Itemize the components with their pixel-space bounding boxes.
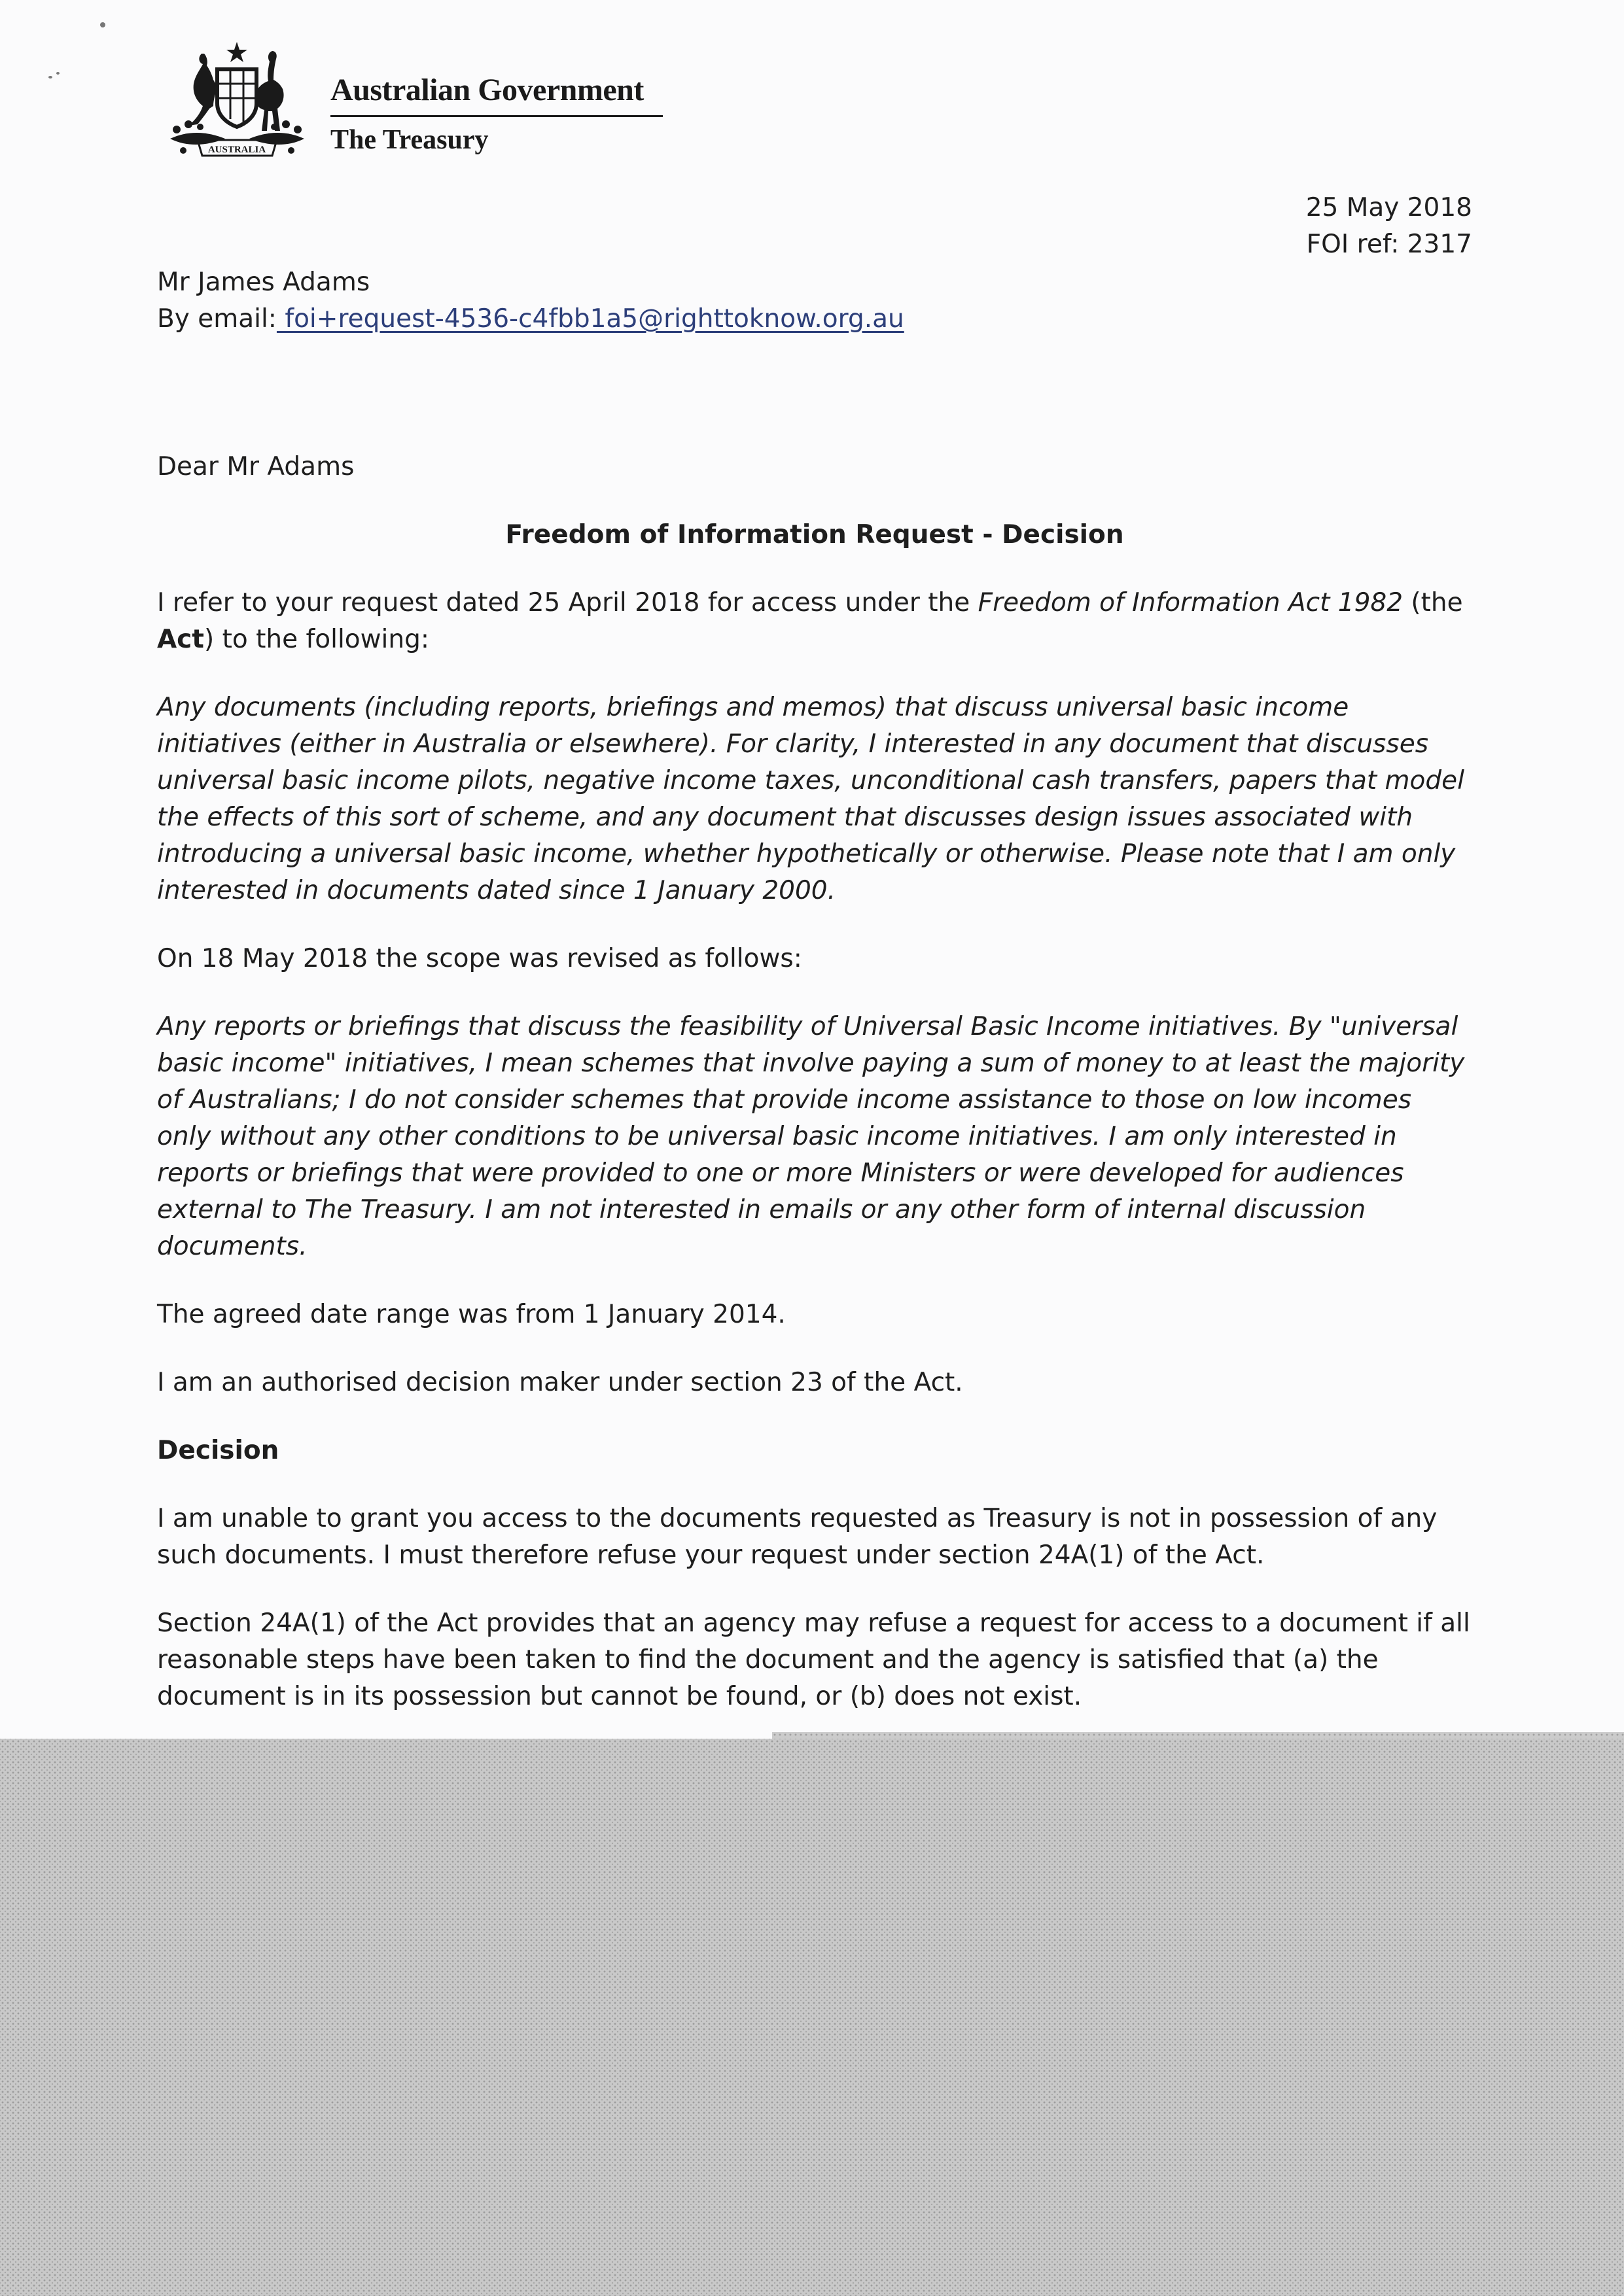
recipient-email-link[interactable]: foi+request-4536-c4fbb1a5@righttoknow.org.au	[276, 304, 904, 334]
letter-date: 25 May 2018	[1305, 193, 1472, 222]
letter-body	[157, 449, 1472, 1783]
email-label: By email:	[157, 304, 277, 334]
scope-revision-note: On 18 May 2018 the scope was revised as follows:	[157, 944, 802, 973]
scan-speck	[48, 76, 52, 78]
letterhead	[157, 41, 667, 165]
recipient-email-line	[157, 301, 904, 338]
organisation-name: Australian Government	[330, 73, 644, 107]
foi-reference: FOI ref: 2317	[1306, 230, 1472, 259]
department-name: The Treasury	[330, 125, 489, 155]
letter-subject: Freedom of Information Request - Decision	[505, 520, 1124, 549]
coat-of-arms-icon	[157, 41, 317, 158]
salutation: Dear Mr Adams	[157, 452, 355, 481]
revised-request-quote: Any reports or briefings that discuss the feasibility of Universal Basic Income initiatives. By "universal basic income" initiatives, I mean schemes that involve paying a sum of money to at least the majority of Australians; I do not consider schemes that provide income assistance to those on low incomes only without any other conditions to be universal basic income initiatives. I am only interested in reports or briefings that were provided to one or more Ministers or were developed for audiences external to The Treasury. I am not interested in emails or any other form of internal discussion documents.	[157, 1012, 1465, 1261]
decision-heading: Decision	[157, 1436, 279, 1465]
letterhead-divider	[330, 115, 663, 117]
intro-paren: (the	[1403, 588, 1463, 617]
crest-scroll-text: AUSTRALIA	[207, 145, 266, 155]
recipient-name: Mr James Adams	[157, 268, 370, 297]
intro-tail: ) to the following:	[203, 625, 429, 654]
scan-speck	[100, 22, 105, 27]
letter-meta	[1306, 190, 1472, 263]
act-short-name: Act	[157, 625, 204, 654]
act-title: Freedom of Information Act 1982	[978, 588, 1403, 617]
addressee-block	[157, 264, 904, 338]
decision-paragraph: I am unable to grant you access to the documents requested as Treasury is not in possession of any such documents. I must therefore refuse your request under section 24A(1) of the Act.	[157, 1504, 1438, 1570]
section-explanation-paragraph: Section 24A(1) of the Act provides that an agency may refuse a request for access to a document if all reasonable steps have been taken to find the document and the agency is satisfied that (a) the document is in its possession but cannot be found, or (b) does not exist.	[157, 1609, 1470, 1711]
scan-speck	[56, 72, 60, 75]
redaction-mask	[0, 1739, 1624, 2296]
original-request-quote: Any documents (including reports, briefings and memos) that discuss universal basic income initiatives (either in Australia or elsewhere). For clarity, I interested in any document that discusses universal basic income pilots, negative income taxes, unconditional cash transfers, papers that model the effects of this sort of scheme, and any document that discusses design issues associated with introducing a universal basic income, whether hypothetically or otherwise. Please note that I am only interested in documents dated since 1 January 2000.	[157, 693, 1464, 905]
date-range-paragraph: The agreed date range was from 1 January 2014.	[157, 1300, 786, 1329]
intro-text: I refer to your request dated 25 April 2018 for access under the	[157, 588, 978, 617]
authority-paragraph: I am an authorised decision maker under section 23 of the Act.	[157, 1368, 963, 1397]
intro-paragraph	[157, 585, 1472, 658]
